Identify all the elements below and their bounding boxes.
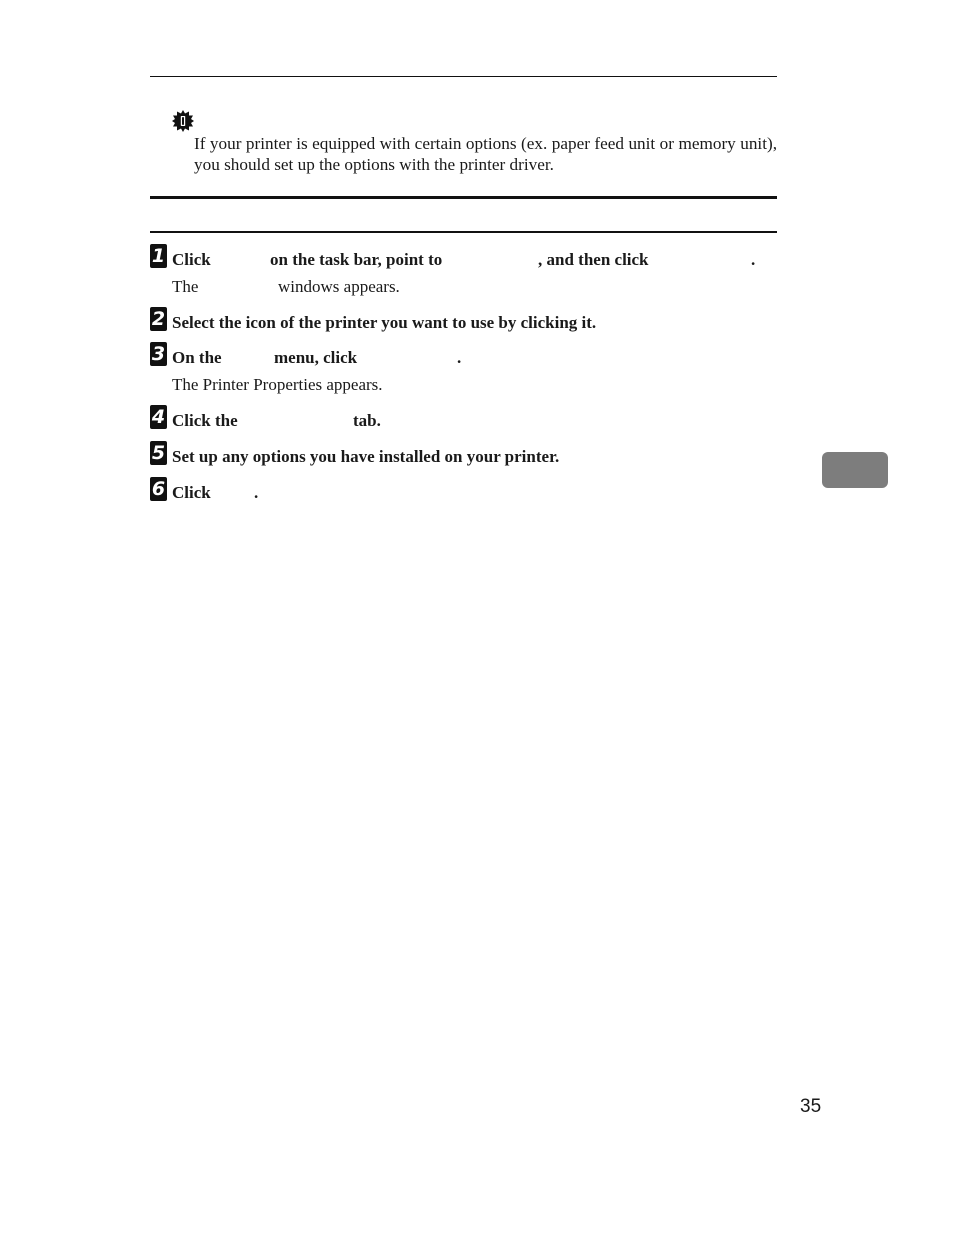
step-4-instruction (172, 410, 392, 432)
step-3-text-b: menu, click (274, 348, 358, 367)
step-6-instruction (172, 482, 272, 504)
step-1-text-d: . (751, 250, 756, 269)
step-6-text-a: Click (172, 483, 211, 502)
step-3-text-a: On the (172, 348, 222, 367)
step-1-result (172, 276, 472, 298)
step-1-result-b: windows appears. (278, 277, 400, 296)
step-1-text-c: , and then click (538, 250, 649, 269)
header-rule (150, 76, 777, 77)
step-5-number: 5 (151, 442, 166, 464)
important-icon (172, 110, 194, 132)
step-4-number: 4 (151, 406, 166, 428)
step-3-result: The Printer Properties appears. (172, 375, 383, 394)
step-1-text-b: on the task bar, point to (270, 250, 443, 269)
step-1-number: 1 (151, 245, 166, 267)
important-note-text: If your printer is equipped with certain options (ex. paper feed unit or memory unit), you should set up the options with the printer driver. (194, 134, 777, 174)
step-1-text-a: Click (172, 250, 211, 269)
step-2-number: 2 (151, 308, 166, 330)
step-1-result-a: The (172, 277, 199, 296)
section-rule-bottom (150, 231, 777, 233)
step-4-text-b: tab. (353, 411, 381, 430)
step-6-text-b: . (254, 483, 259, 502)
step-2-instruction: Select the icon of the printer you want to use by clicking it. (172, 313, 597, 332)
step-1-instruction (172, 249, 772, 271)
step-3-instruction (172, 347, 472, 369)
chapter-side-tab (822, 452, 888, 488)
page-number: 35 (800, 1096, 822, 1117)
step-5-instruction: Set up any options you have installed on your printer. (172, 447, 560, 466)
step-3-number: 3 (151, 343, 166, 365)
step-3-text-c: . (457, 348, 462, 367)
step-6-number: 6 (151, 478, 166, 500)
step-4-text-a: Click the (172, 411, 238, 430)
section-rule-top (150, 196, 777, 199)
